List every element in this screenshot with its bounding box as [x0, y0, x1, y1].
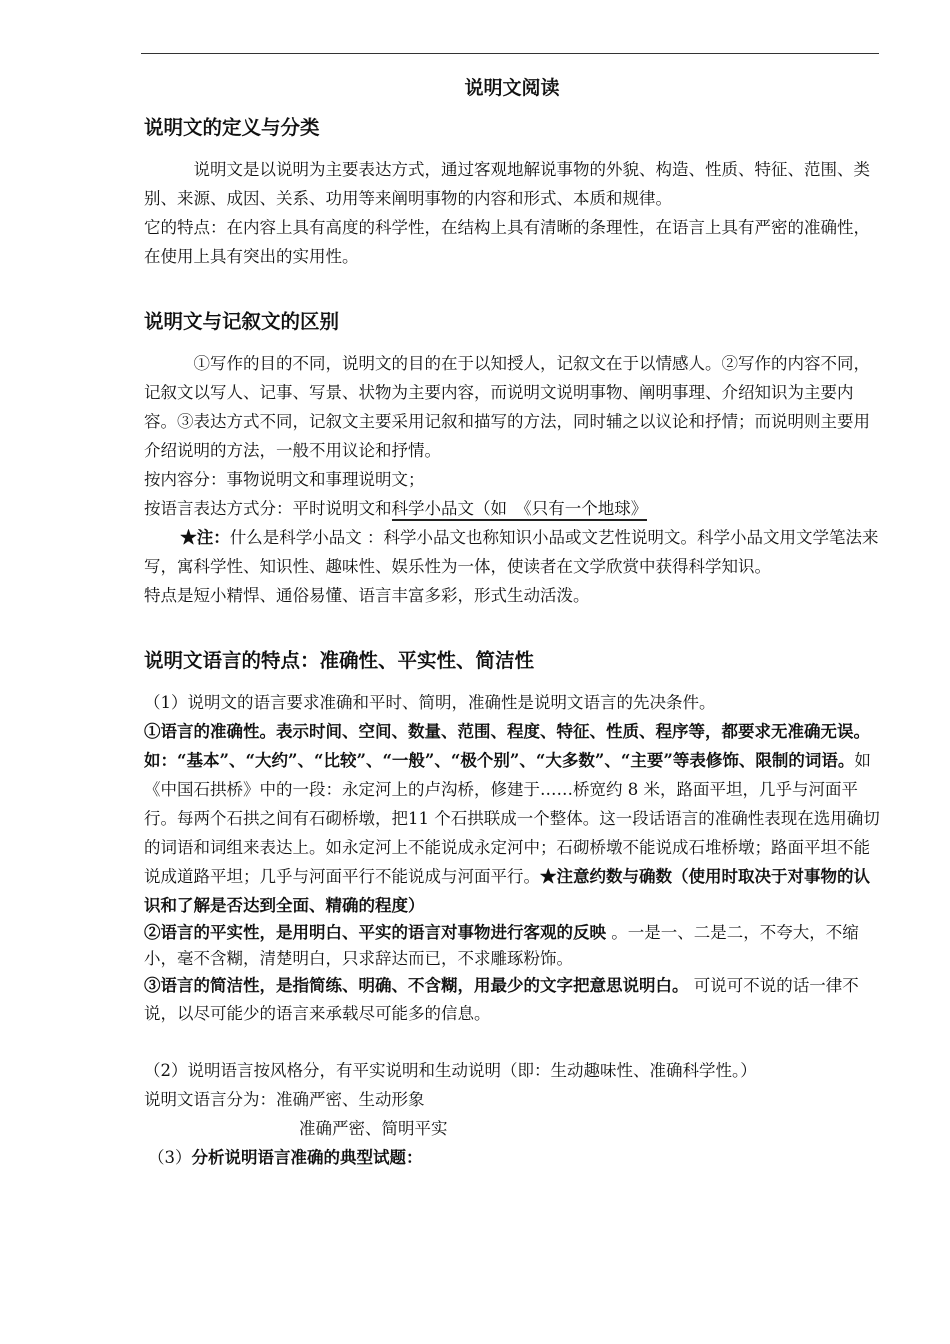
conciseness-bold: ③语言的简洁性，是指简练、明确、不含糊，用最少的文字把意思说明白。	[144, 976, 689, 995]
heading-language: 说明文语言的特点：准确性、平实性、简洁性	[144, 649, 535, 672]
underlined-example: 科学小品文（如 《只有一个地球》	[392, 499, 648, 521]
accuracy-bold: ①语言的准确性。表示时间、空间、数量、范围、程度、特征、性质、程序等，都要求无准确无误。如：“基本”、“大约”、“比较”、“一般”、“极个别”、“大多数”、“主要”等表修饰、限制的词语。	[144, 722, 870, 770]
heading-definition: 说明文的定义与分类	[144, 116, 320, 139]
expression-classification	[144, 494, 880, 523]
note-text: 什么是科学小品文 ：科学小品文也称知识小品或文艺性说明文。科学小品文用文学笔法来写，寓科学性、知识性、趣味性、娱乐性为一体，使读者在文学欣赏中获得科学知识。	[144, 528, 879, 576]
content-classification: 按内容分：事物说明文和事理说明文；	[144, 470, 425, 489]
note-paragraph	[144, 523, 880, 581]
features-paragraph: 它的特点：在内容上具有高度的科学性，在结构上具有清晰的条理性，在语言上具有严密的准确性，在使用上具有突出的实用性。	[144, 218, 870, 266]
expression-prefix: 按语言表达方式分：平时说明文和	[144, 499, 392, 518]
definition-paragraph: 说明文是以说明为主要表达方式，通过客观地解说事物的外貌、构造、性质、特征、范围、类别、来源、成因、关系、功用等来阐明事物的内容和形式、本质和规律。	[144, 160, 870, 208]
typical-questions	[144, 1143, 880, 1172]
doc-title: 说明文阅读	[464, 77, 560, 99]
typical-prefix: （3）	[148, 1148, 192, 1167]
header-rule	[141, 53, 879, 54]
document-body	[144, 70, 880, 1172]
typical-bold: 分析说明语言准确的典型试题：	[191, 1148, 423, 1167]
language-split-a	[144, 1085, 880, 1114]
accuracy-text: 如《中国石拱桥》中的一段：永定河上的卢沟桥，修建于……桥宽约 8 米，路面平坦，几乎与河面平行。每两个石拱之间有石砌桥墩，把11 个石拱联成一个整体。这一段话语言的准确性表现在选用确切的词语和词组来表达上。如永定河上不能说成永定河中；石砌桥墩不能说成石堆桥墩；路面平坦不能说成道路平坦；几乎与河面平行不能说成与河面平行。	[144, 751, 880, 886]
conciseness-paragraph	[144, 972, 880, 1028]
plainness-bold: ②语言的平实性，是用明白、平实的语言对事物进行客观的反映	[144, 923, 606, 942]
plainness-text: 。一是一、二是二，不夸大，不缩小，毫不含糊，清楚明白，只求辞达而已，不求雕琢粉饰。	[144, 923, 859, 968]
split-a: 准确严密、生动形象	[276, 1090, 425, 1109]
language-split-b: 准确严密、简明平实	[299, 1119, 448, 1138]
language-intro: （1）说明文的语言要求准确和平时、简明，准确性是说明文语言的先决条件。	[144, 693, 716, 712]
note-label: ★注：	[180, 528, 230, 547]
accuracy-paragraph	[144, 717, 880, 920]
conciseness-text: 可说可不说的话一律不说，以尽可能少的语言来承载尽可能多的信息。	[144, 976, 859, 1023]
style-classification: （2）说明语言按风格分，有平实说明和生动说明（即：生动趣味性、准确科学性。）	[144, 1061, 757, 1080]
split-label: 说明文语言分为：	[144, 1090, 276, 1109]
heading-difference: 说明文与记叙文的区别	[144, 310, 340, 333]
accuracy-note: ★注意约数与确数（使用时取决于对事物的认识和了解是否达到全面、精确的程度）	[144, 867, 870, 915]
plainness-paragraph	[144, 920, 880, 972]
difference-paragraph: ①写作的目的不同，说明文的目的在于以知授人，记叙文在于以情感人。②写作的内容不同，记叙文以写人、记事、写景、状物为主要内容，而说明文说明事物、阐明事理、介绍知识为主要内容。③表达方式不同，记叙文主要采用记叙和描写的方法，同时辅之以议论和抒情；而说明则主要用介绍说明的方法，一般不用议论和抒情。	[144, 354, 870, 460]
style-features: 特点是短小精悍、通俗易懂、语言丰富多彩，形式生动活泼。	[144, 586, 590, 605]
